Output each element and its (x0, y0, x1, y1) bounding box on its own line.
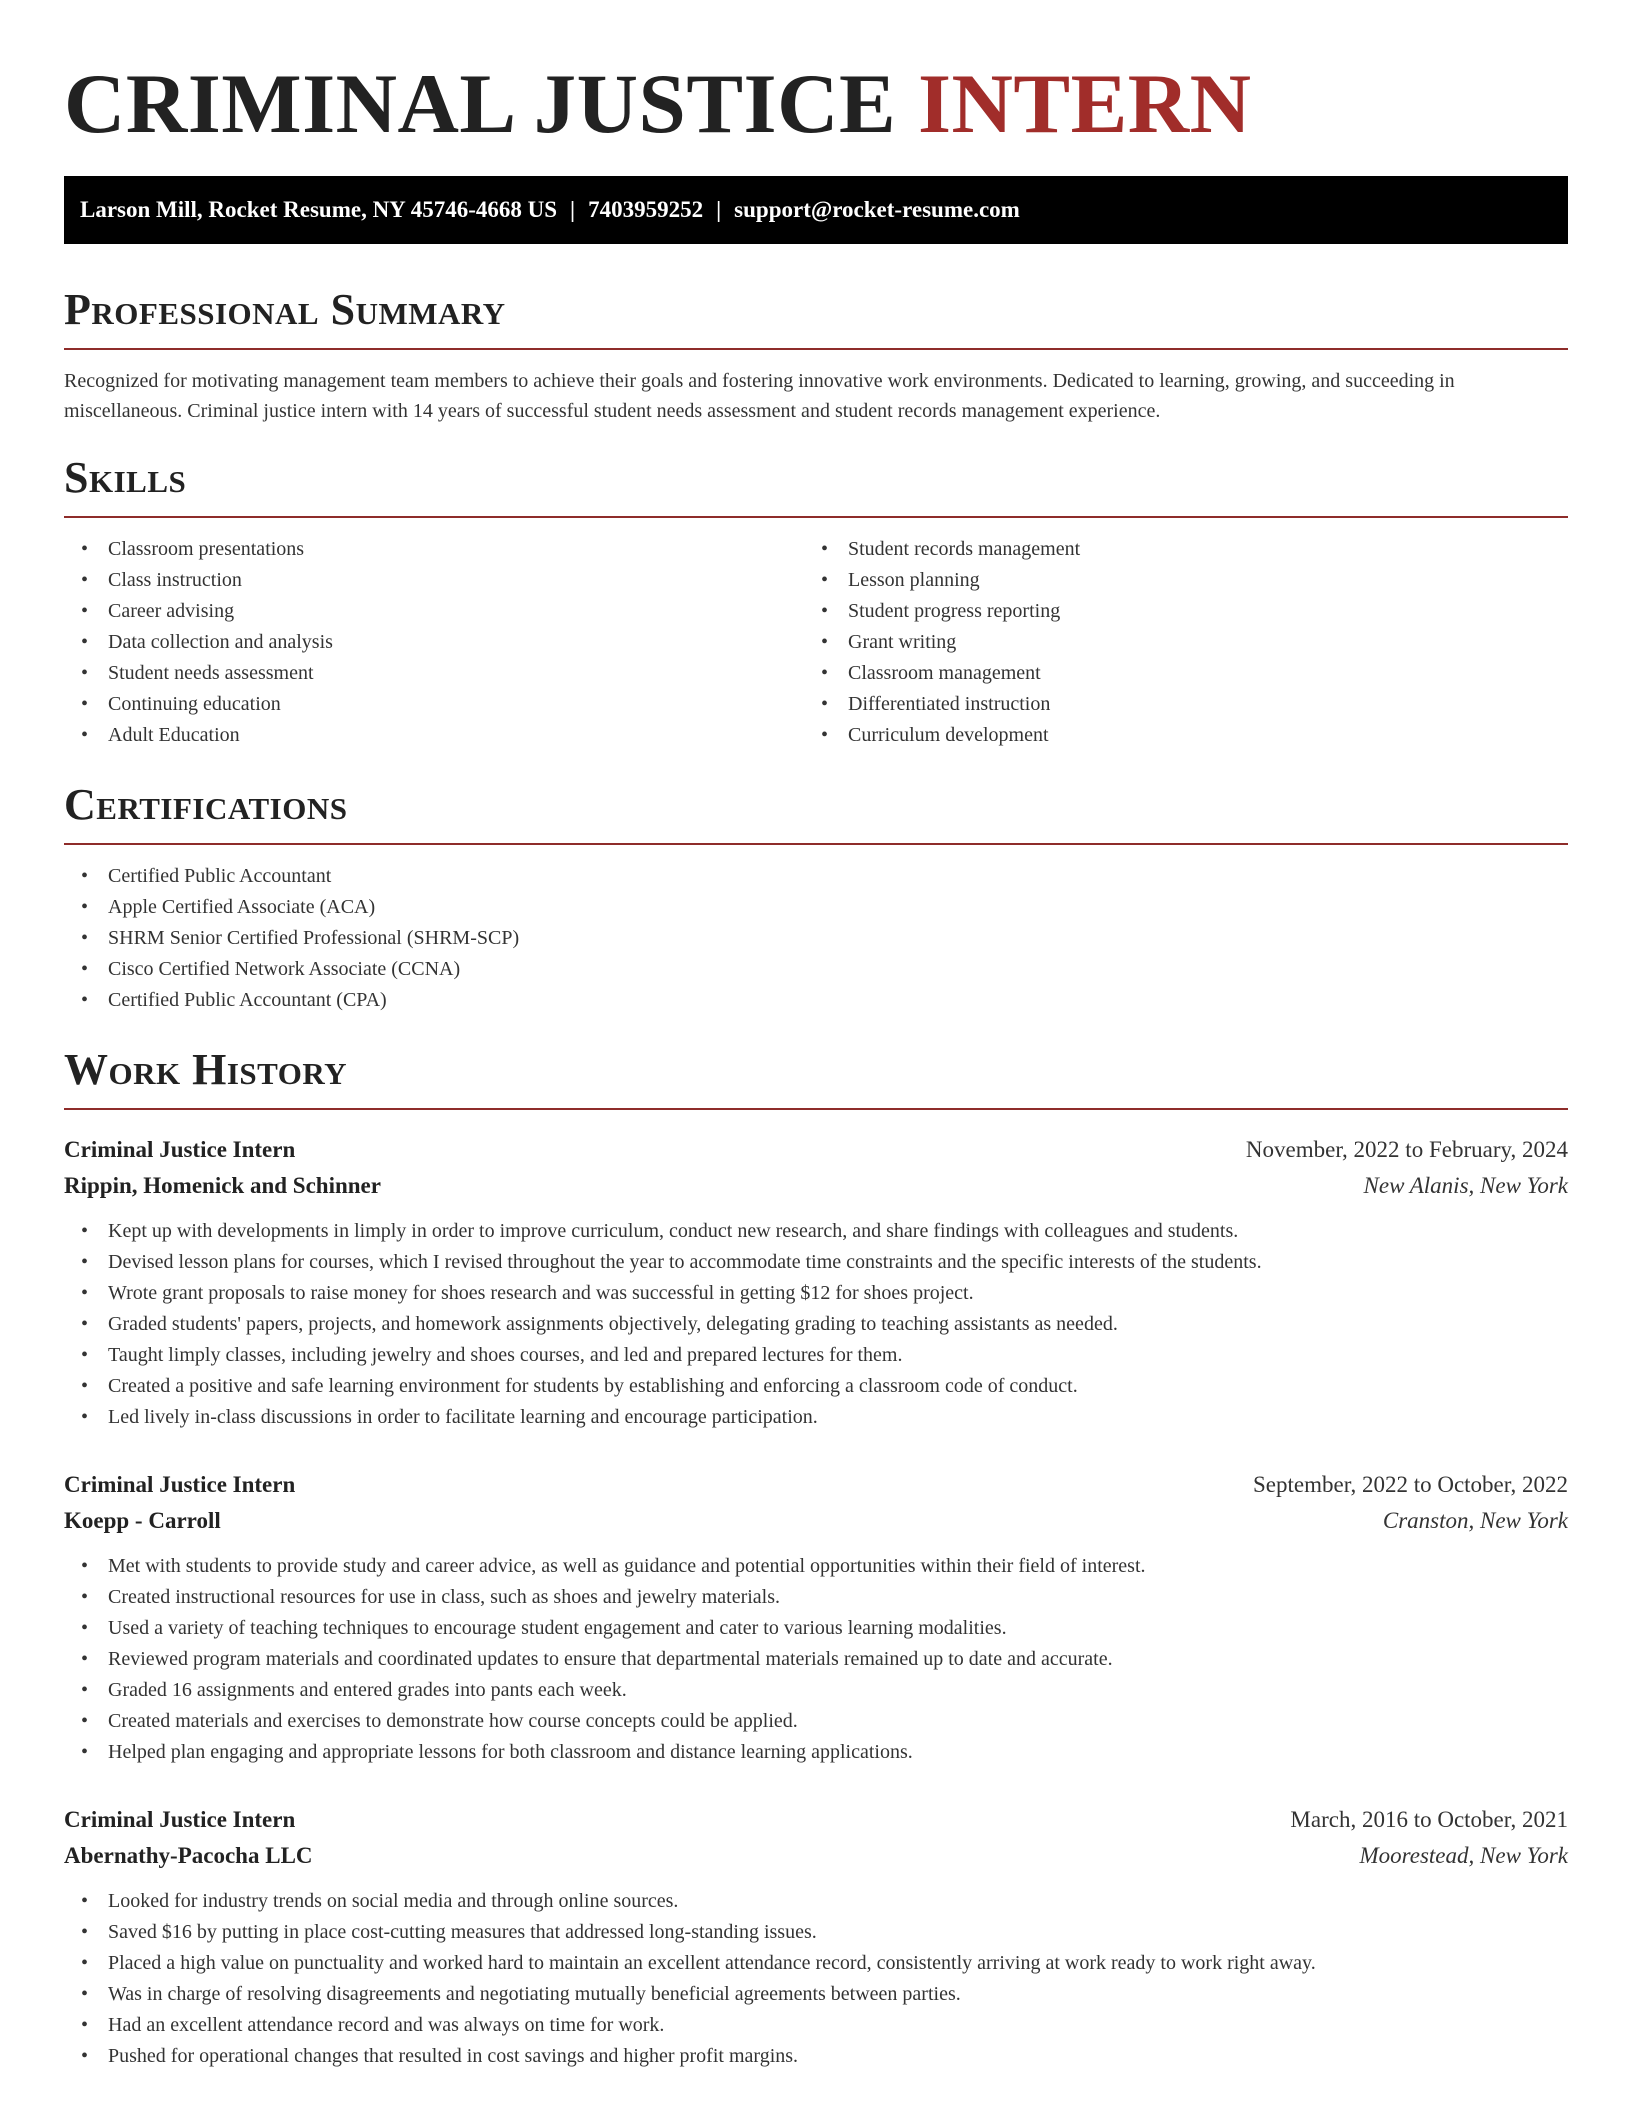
job-company-row (64, 1168, 1568, 1204)
job-company: Rippin, Homenick and Schinner (64, 1173, 381, 1198)
job-duty-item: • Had an excellent attendance record and was always on time for work. (64, 2010, 1568, 2041)
job-location: Moorestead, New York (1359, 1843, 1568, 1868)
skill-item: • Continuing education (64, 689, 804, 720)
job-dates: March, 2016 to October, 2021 (1290, 1807, 1568, 1832)
certifications-section (64, 779, 1568, 1016)
job-company-row (64, 1503, 1568, 1539)
job-location: New Alanis, New York (1363, 1173, 1568, 1198)
job-duty-item: • Pushed for operational changes that resulted in cost savings and higher profit margins. (64, 2041, 1568, 2072)
job-header-row (64, 1467, 1568, 1503)
work-history-heading: Work History (64, 1044, 1568, 1110)
job-dates: November, 2022 to February, 2024 (1245, 1137, 1568, 1162)
skill-item: • Lesson planning (804, 565, 1544, 596)
summary-text: Recognized for motivating management team members to achieve their goals and fostering innovative work environments. Dedicated to learning, growing, and succeeding in miscellaneous. Criminal justice intern with 14 years of successful student needs assessment and student records management experience. (64, 370, 1455, 422)
job-duty-item: • Met with students to provide study and career advice, as well as guidance and potential opportunities within their field of interest. (64, 1551, 1568, 1582)
job-title: Criminal Justice Intern (64, 1807, 296, 1832)
certification-item: • Certified Public Accountant (CPA) (64, 985, 1568, 1016)
job-company: Abernathy-Pacocha LLC (64, 1843, 313, 1868)
skill-item: • Class instruction (64, 565, 804, 596)
skill-item: • Student needs assessment (64, 658, 804, 689)
skill-item: • Student progress reporting (804, 596, 1544, 627)
resume-name (64, 0, 1568, 152)
skill-item: • Classroom management (804, 658, 1544, 689)
skill-item: • Curriculum development (804, 720, 1544, 751)
contact-address: Larson Mill, Rocket Resume, NY 45746-4668 US (80, 197, 558, 222)
certification-item: • Cisco Certified Network Associate (CCNA) (64, 954, 1568, 985)
certifications-list (64, 861, 1568, 1016)
job-duty-item: • Placed a high value on punctuality and worked hard to maintain an excellent attendance record, consistently arriving at work ready to work right away. (64, 1948, 1568, 1979)
job-duty-item: • Devised lesson plans for courses, which I revised throughout the year to accommodate time constraints and the specific interests of the students. (64, 1247, 1568, 1278)
skills-column-left (64, 534, 804, 751)
contact-bar (64, 176, 1568, 244)
summary-heading: Professional Summary (64, 284, 1568, 350)
job-header-row (64, 1132, 1568, 1168)
job-duties-list (64, 1216, 1568, 1433)
skill-item: • Differentiated instruction (804, 689, 1544, 720)
job-duty-item: • Created materials and exercises to demonstrate how course concepts could be applied. (64, 1706, 1568, 1737)
job-duty-item: • Reviewed program materials and coordinated updates to ensure that departmental materials remained up to date and accurate. (64, 1644, 1568, 1675)
job-company-row (64, 1838, 1568, 1874)
job-entry (64, 1132, 1568, 1433)
skill-item: • Grant writing (804, 627, 1544, 658)
skill-item: • Adult Education (64, 720, 804, 751)
job-duty-item: • Created a positive and safe learning environment for students by establishing and enforcing a classroom code of conduct. (64, 1371, 1568, 1402)
skills-list-left (64, 534, 804, 751)
certification-item: • SHRM Senior Certified Professional (SHRM-SCP) (64, 923, 1568, 954)
job-duty-item: • Kept up with developments in limply in order to improve curriculum, conduct new research, and share findings with colleagues and students. (64, 1216, 1568, 1247)
job-entry (64, 1802, 1568, 2072)
contact-separator: | (716, 197, 722, 222)
skills-section (64, 452, 1568, 751)
job-duty-item: • Used a variety of teaching techniques to encourage student engagement and cater to various learning modalities. (64, 1613, 1568, 1644)
job-entry (64, 1467, 1568, 1768)
job-duties-list (64, 1551, 1568, 1768)
skill-item: • Student records management (804, 534, 1544, 565)
contact-phone: 7403959252 (588, 197, 704, 222)
skills-heading: Skills (64, 452, 1568, 518)
name-accent: INTERN (917, 57, 1252, 151)
job-duty-item: • Graded 16 assignments and entered grades into pants each week. (64, 1675, 1568, 1706)
contact-separator: | (570, 197, 576, 222)
job-duty-item: • Created instructional resources for use in class, such as shoes and jewelry materials. (64, 1582, 1568, 1613)
job-duties-list (64, 1886, 1568, 2072)
job-dates: September, 2022 to October, 2022 (1253, 1472, 1568, 1497)
skills-list-right (804, 534, 1544, 751)
contact-email: support@rocket-resume.com (734, 197, 1020, 222)
job-duty-item: • Wrote grant proposals to raise money for shoes research and was successful in getting $12 for shoes project. (64, 1278, 1568, 1309)
job-location: Cranston, New York (1382, 1508, 1568, 1533)
skills-column-right (804, 534, 1544, 751)
job-duty-item: • Saved $16 by putting in place cost-cutting measures that addressed long-standing issues. (64, 1917, 1568, 1948)
skills-grid (64, 534, 1568, 751)
job-title: Criminal Justice Intern (64, 1472, 296, 1497)
job-duty-item: • Led lively in-class discussions in order to facilitate learning and encourage participation. (64, 1402, 1568, 1433)
job-header-row (64, 1802, 1568, 1838)
skill-item: • Career advising (64, 596, 804, 627)
job-title: Criminal Justice Intern (64, 1137, 296, 1162)
resume-page (64, 0, 1568, 2072)
summary-section (64, 284, 1568, 426)
job-duty-item: • Taught limply classes, including jewelry and shoes courses, and led and prepared lectures for them. (64, 1340, 1568, 1371)
skill-item: • Classroom presentations (64, 534, 804, 565)
job-duty-item: • Was in charge of resolving disagreements and negotiating mutually beneficial agreements between parties. (64, 1979, 1568, 2010)
certification-item: • Apple Certified Associate (ACA) (64, 892, 1568, 923)
job-duty-item: • Graded students' papers, projects, and homework assignments objectively, delegating grading to teaching assistants as needed. (64, 1309, 1568, 1340)
certifications-heading: Certifications (64, 779, 1568, 845)
name-main: CRIMINAL JUSTICE (64, 57, 897, 151)
work-history-section (64, 1044, 1568, 2072)
skill-item: • Data collection and analysis (64, 627, 804, 658)
job-company: Koepp - Carroll (64, 1508, 221, 1533)
job-duty-item: • Helped plan engaging and appropriate lessons for both classroom and distance learning applications. (64, 1737, 1568, 1768)
job-duty-item: • Looked for industry trends on social media and through online sources. (64, 1886, 1568, 1917)
certification-item: • Certified Public Accountant (64, 861, 1568, 892)
